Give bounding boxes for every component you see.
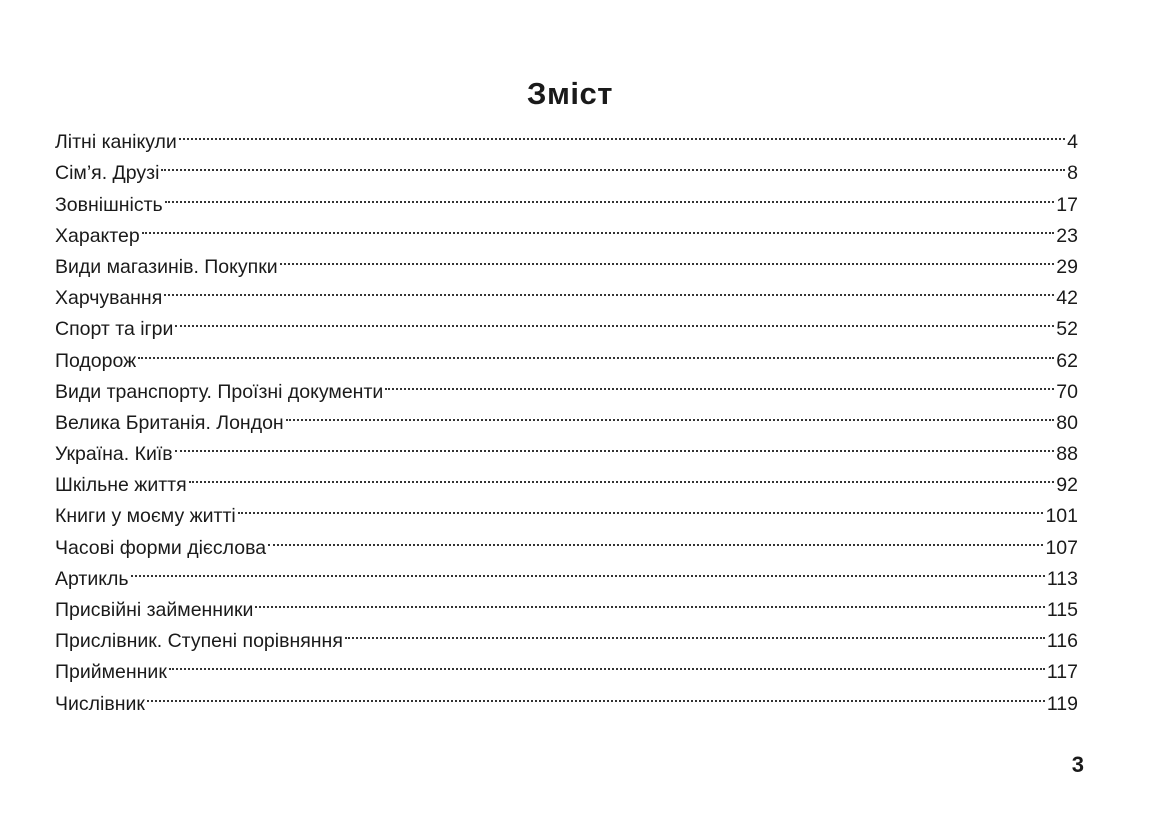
toc-entry[interactable] <box>55 148 1078 185</box>
toc-entry-title: Харчування <box>55 287 163 310</box>
toc-entry-page: 23 <box>1056 224 1078 247</box>
toc-entry[interactable] <box>55 117 1078 154</box>
toc-entry[interactable] <box>55 585 1078 621</box>
toc-entry-title: Літні канікули <box>55 131 177 154</box>
toc-entry[interactable] <box>55 491 1078 528</box>
toc-entry-page: 4 <box>1067 131 1078 154</box>
dot-leader <box>189 460 1055 491</box>
dot-leader <box>147 678 1045 709</box>
toc-entry-page: 8 <box>1067 162 1078 185</box>
dot-leader <box>179 117 1065 148</box>
dot-leader <box>138 335 1054 366</box>
dot-leader <box>238 491 1044 522</box>
dot-leader <box>255 585 1045 616</box>
toc-entry[interactable] <box>55 211 1078 247</box>
dot-leader <box>169 647 1045 678</box>
toc-entry-page: 52 <box>1056 318 1078 341</box>
dot-leader <box>268 522 1043 553</box>
dot-leader <box>280 242 1055 273</box>
toc-entry-page: 88 <box>1056 443 1078 466</box>
toc-entry[interactable] <box>55 304 1078 341</box>
toc-entry[interactable] <box>55 179 1078 216</box>
toc-entry[interactable] <box>55 273 1078 310</box>
toc-entry-title: Види магазинів. Покупки <box>55 255 278 278</box>
toc-entry-page: 115 <box>1046 599 1078 621</box>
toc-entry-page: 62 <box>1056 349 1078 372</box>
dot-leader <box>345 616 1045 647</box>
dot-leader <box>161 148 1065 179</box>
toc-entry[interactable] <box>55 678 1078 715</box>
toc-entry-page: 119 <box>1046 692 1078 715</box>
toc-entry-page: 117 <box>1046 661 1078 684</box>
toc-entry-title: Характер <box>55 224 140 247</box>
dot-leader <box>286 398 1055 429</box>
page-number: 3 <box>1071 752 1084 777</box>
toc-entry-page: 80 <box>1056 411 1078 434</box>
dot-leader <box>142 211 1055 242</box>
toc-entry[interactable] <box>55 367 1078 403</box>
toc-entry-title: Книги у моєму житті <box>55 505 236 528</box>
toc-entry-title: Велика Британія. Лондон <box>55 411 284 434</box>
toc-entry-title: Часові форми дієслова <box>55 536 267 559</box>
toc-entry-title: Артикль <box>55 567 129 590</box>
toc-entry-page: 107 <box>1045 536 1078 559</box>
toc-entry-page: 92 <box>1056 474 1078 497</box>
toc-entry-title: Шкільне життя <box>55 474 187 497</box>
toc-entry[interactable] <box>55 554 1078 590</box>
dot-leader <box>175 429 1055 460</box>
page-title: Зміст <box>527 76 613 111</box>
toc-entry-page: 17 <box>1056 193 1078 216</box>
toc-entry-title: Присвійні займенники <box>55 599 254 621</box>
toc-entry-title: Зовнішність <box>55 193 163 216</box>
toc-entry[interactable] <box>55 429 1078 466</box>
table-of-contents <box>55 117 1078 715</box>
toc-entry-page: 29 <box>1056 255 1078 278</box>
toc-entry-title: Прийменник <box>55 661 167 684</box>
dot-leader <box>385 367 1054 398</box>
dot-leader <box>175 304 1054 335</box>
toc-entry-page: 113 <box>1046 567 1078 590</box>
toc-entry-page: 70 <box>1056 380 1078 403</box>
toc-entry-page: 116 <box>1046 630 1078 653</box>
toc-entry-title: Україна. Київ <box>55 443 173 466</box>
toc-entry[interactable] <box>55 335 1078 372</box>
toc-entry-page: 101 <box>1045 505 1078 528</box>
toc-entry-title: Числівник <box>55 692 145 715</box>
dot-leader <box>164 273 1054 304</box>
toc-entry[interactable] <box>55 460 1078 497</box>
dot-leader <box>165 179 1055 210</box>
toc-entry-title: Сім’я. Друзі <box>55 162 160 185</box>
toc-entry-title: Прислівник. Ступені порівняння <box>55 630 343 653</box>
toc-entry-title: Подорож <box>55 349 137 372</box>
toc-entry-title: Спорт та ігри <box>55 318 174 341</box>
toc-entry-page: 42 <box>1056 287 1078 310</box>
toc-entry-title: Види транспорту. Проїзні документи <box>55 380 384 403</box>
dot-leader <box>131 554 1045 585</box>
toc-entry[interactable] <box>55 647 1078 684</box>
toc-entry[interactable] <box>55 242 1078 278</box>
